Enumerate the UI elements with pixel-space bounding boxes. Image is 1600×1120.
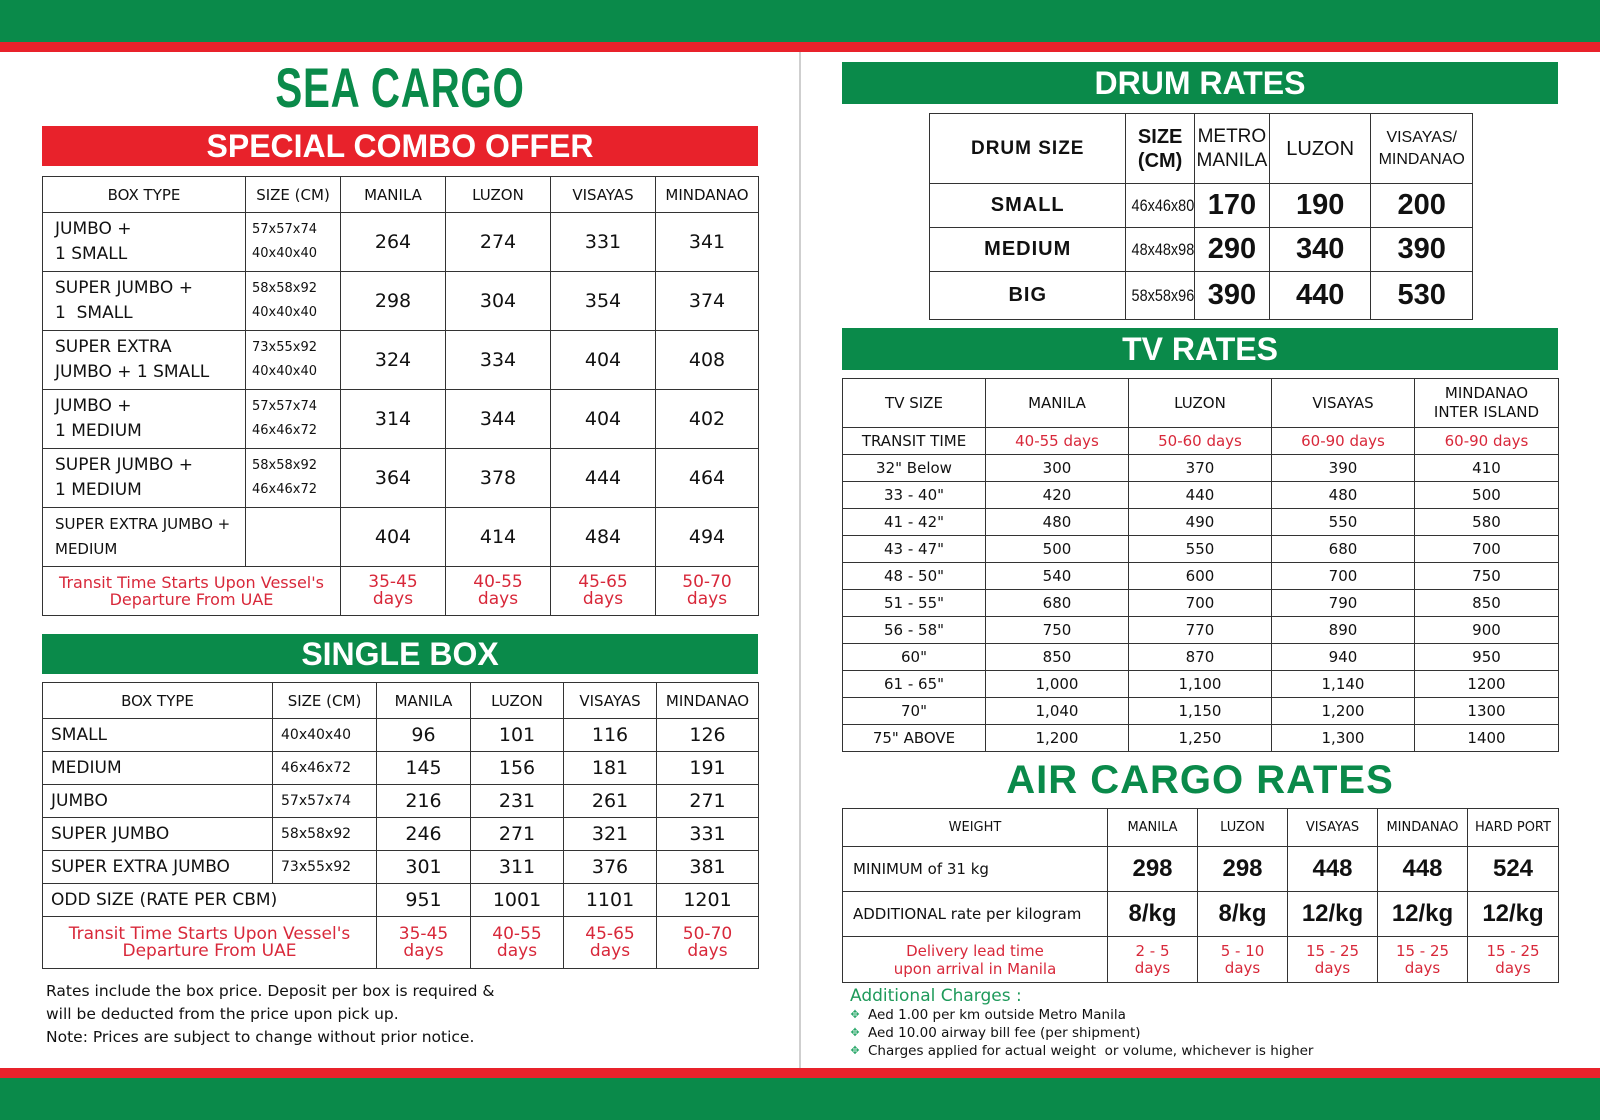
transit-luzon: 40-55 days [471,917,564,969]
diamond-bullet-icon: ✥ [850,1044,860,1057]
visayas-price: 404 [551,390,656,449]
col-visayas: VISAYAS [1272,379,1415,428]
col-manila: MANILA [377,683,471,719]
transit-time-row [43,567,759,616]
box-type-cell: JUMBO [43,785,273,818]
table-row [43,449,759,508]
additional-rate-row [843,892,1559,937]
transit-label: TRANSIT TIME [843,428,986,455]
size-cell [246,508,341,567]
mindanao-price: 464 [656,449,759,508]
visayas-price: 790 [1272,590,1415,617]
tv-header-row [843,379,1559,428]
luzon-price: 378 [446,449,551,508]
box-type-cell: SUPER JUMBO + 1 SMALL [43,272,246,331]
col-box-type: BOX TYPE [43,683,273,719]
transit-luzon: 40-55 days [446,567,551,616]
col-drum-size: DRUM SIZE [930,114,1126,184]
single-header-row [43,683,759,719]
list-item [850,1042,1550,1060]
lead-visayas: 15 - 25 days [1288,937,1378,983]
table-row [843,698,1559,725]
manila-price: 420 [986,482,1129,509]
visayas-price: 1,200 [1272,698,1415,725]
luzon-price: 1,250 [1129,725,1272,752]
manila-price: 680 [986,590,1129,617]
mindanao-price: 850 [1415,590,1559,617]
table-row [43,752,759,785]
col-hard-port: HARD PORT [1468,809,1559,847]
visayas-mindanao-price: 530 [1371,272,1473,320]
metro-manila-price: 290 [1194,228,1269,272]
col-weight: WEIGHT [843,809,1108,847]
col-manila: MANILA [1108,809,1198,847]
col-visayas-mindanao: VISAYAS/ MINDANAO [1371,114,1473,184]
transit-label: Transit Time Starts Upon Vessel's Departure From UAE [43,567,341,616]
box-type-cell: SMALL [43,719,273,752]
visayas-price: 261 [564,785,657,818]
table-row [43,213,759,272]
transit-mindanao: 60-90 days [1415,428,1559,455]
tv-size: 75" ABOVE [843,725,986,752]
tv-size: 61 - 65" [843,671,986,698]
table-row [843,482,1559,509]
mindanao-price: 408 [656,331,759,390]
note-line: Rates include the box price. Deposit per box is required & [46,982,495,1000]
manila-price: 96 [377,719,471,752]
page-divider [799,52,801,1068]
additional-charges [850,986,1550,1060]
manila-price: 301 [377,851,471,884]
luzon-price: 700 [1129,590,1272,617]
col-luzon: LUZON [1269,114,1371,184]
mindanao-price: 341 [656,213,759,272]
manila-price: 951 [377,884,471,917]
single-box-table [42,682,759,969]
visayas-price: 1101 [564,884,657,917]
manila-price: 300 [986,455,1129,482]
mindanao-price: 1200 [1415,671,1559,698]
table-row [843,644,1559,671]
bottom-red-band [0,1068,1600,1078]
tv-size: 33 - 40" [843,482,986,509]
tv-size: 43 - 47" [843,536,986,563]
mindanao-price: 950 [1415,644,1559,671]
list-item [850,1006,1550,1024]
mindanao-price: 410 [1415,455,1559,482]
table-row [43,331,759,390]
table-row [43,508,759,567]
diamond-bullet-icon: ✥ [850,1026,860,1039]
luzon-price: 600 [1129,563,1272,590]
table-row [43,390,759,449]
lead-time-row [843,937,1559,983]
size-cell: 40x40x40 [273,719,377,752]
box-type-cell: SUPER EXTRA JUMBO [43,851,273,884]
luzon-price: 1001 [471,884,564,917]
top-red-band [0,42,1600,52]
mindanao-price: 1400 [1415,725,1559,752]
lead-mindanao: 15 - 25 days [1378,937,1468,983]
visayas-mindanao-price: 200 [1371,184,1473,228]
col-size: SIZE (CM) [273,683,377,719]
visayas-price: 331 [551,213,656,272]
col-manila: MANILA [986,379,1129,428]
luzon-price: 370 [1129,455,1272,482]
size-cell: 57x57x74 40x40x40 [246,213,341,272]
lead-luzon: 5 - 10 days [1198,937,1288,983]
visayas-price: 448 [1288,847,1378,892]
table-row [43,818,759,851]
single-box-banner: SINGLE BOX [42,634,758,674]
table-row [843,725,1559,752]
luzon-price: 414 [446,508,551,567]
charge-text: Charges applied for actual weight or volume, whichever is higher [868,1043,1314,1059]
luzon-price: 770 [1129,617,1272,644]
manila-price: 145 [377,752,471,785]
table-row [843,590,1559,617]
transit-time-row [43,917,759,969]
size-cell: 57x57x74 46x46x72 [246,390,341,449]
visayas-mindanao-price: 390 [1371,228,1473,272]
metro-manila-price: 170 [1194,184,1269,228]
mindanao-price: 500 [1415,482,1559,509]
manila-price: 246 [377,818,471,851]
drum-size: 46x46x80 [1131,184,1189,228]
col-luzon: LUZON [446,177,551,213]
mindanao-price: 750 [1415,563,1559,590]
col-mindanao-inter-island: MINDANAO INTER ISLAND [1415,379,1559,428]
mindanao-price: 1201 [657,884,759,917]
box-type-cell: SUPER EXTRA JUMBO + MEDIUM [43,508,246,567]
mindanao-price: 374 [656,272,759,331]
transit-manila: 35-45 days [377,917,471,969]
visayas-price: 680 [1272,536,1415,563]
manila-price: 216 [377,785,471,818]
manila-price: 298 [1108,847,1198,892]
mindanao-price: 126 [657,719,759,752]
table-row [930,272,1473,320]
hard-port-price: 524 [1468,847,1559,892]
col-size: SIZE (CM) [246,177,341,213]
drum-size: 58x58x96 [1131,272,1189,320]
box-type-cell: SUPER EXTRA JUMBO + 1 SMALL [43,331,246,390]
sea-cargo-notes [46,980,766,1049]
note-line: Note: Prices are subject to change without prior notice. [46,1028,475,1046]
col-visayas: VISAYAS [564,683,657,719]
luzon-price: 340 [1269,228,1371,272]
size-cell: 58x58x92 46x46x72 [246,449,341,508]
col-mindanao: MINDANAO [1378,809,1468,847]
size-cell: 57x57x74 [273,785,377,818]
lead-hard-port: 15 - 25 days [1468,937,1559,983]
additional-charges-title: Additional Charges : [850,986,1022,1006]
luzon-price: 271 [471,818,564,851]
air-cargo-title: AIR CARGO RATES [1006,758,1394,802]
col-manila: MANILA [341,177,446,213]
size-cell: 58x58x92 40x40x40 [246,272,341,331]
visayas-price: 321 [564,818,657,851]
manila-price: 540 [986,563,1129,590]
box-type-cell: JUMBO + 1 MEDIUM [43,390,246,449]
combo-header-row [43,177,759,213]
table-row [843,671,1559,698]
visayas-price: 354 [551,272,656,331]
visayas-price: 181 [564,752,657,785]
col-luzon: LUZON [471,683,564,719]
mindanao-price: 271 [657,785,759,818]
luzon-price: 344 [446,390,551,449]
top-green-band [0,0,1600,42]
col-size: SIZE (CM) [1126,114,1194,184]
luzon-price: 274 [446,213,551,272]
mindanao-price: 448 [1378,847,1468,892]
transit-mindanao: 50-70 days [656,567,759,616]
table-row [843,617,1559,644]
table-row [843,563,1559,590]
luzon-price: 1,100 [1129,671,1272,698]
col-mindanao: MINDANAO [656,177,759,213]
luzon-price: 156 [471,752,564,785]
lead-time-label: Delivery lead time upon arrival in Manila [843,937,1108,983]
transit-visayas: 45-65 days [551,567,656,616]
hard-port-rate: 12/kg [1468,892,1559,937]
drum-name: BIG [930,272,1126,320]
box-type-cell: JUMBO + 1 SMALL [43,213,246,272]
luzon-price: 870 [1129,644,1272,671]
luzon-price: 231 [471,785,564,818]
size-cell: 73x55x92 [273,851,377,884]
odd-size-label: ODD SIZE (RATE PER CBM) [43,884,377,917]
visayas-price: 484 [551,508,656,567]
table-row [843,509,1559,536]
mindanao-price: 402 [656,390,759,449]
manila-price: 404 [341,508,446,567]
mindanao-price: 191 [657,752,759,785]
charge-text: Aed 10.00 airway bill fee (per shipment) [868,1025,1141,1041]
manila-price: 1,040 [986,698,1129,725]
tv-size: 32" Below [843,455,986,482]
transit-manila: 40-55 days [986,428,1129,455]
luzon-price: 101 [471,719,564,752]
visayas-price: 700 [1272,563,1415,590]
mindanao-rate: 12/kg [1378,892,1468,937]
luzon-price: 550 [1129,536,1272,563]
col-luzon: LUZON [1129,379,1272,428]
col-box-type: BOX TYPE [43,177,246,213]
manila-price: 750 [986,617,1129,644]
size-cell: 58x58x92 [273,818,377,851]
mindanao-price: 1300 [1415,698,1559,725]
list-item [850,1024,1550,1042]
metro-manila-price: 390 [1194,272,1269,320]
table-row [843,455,1559,482]
tv-size: 48 - 50" [843,563,986,590]
manila-price: 364 [341,449,446,508]
table-row [43,272,759,331]
luzon-price: 190 [1269,184,1371,228]
col-mindanao: MINDANAO [657,683,759,719]
minimum-label: MINIMUM of 31 kg [843,847,1108,892]
air-header-row [843,809,1559,847]
odd-size-row [43,884,759,917]
additional-label: ADDITIONAL rate per kilogram [843,892,1108,937]
manila-price: 298 [341,272,446,331]
mindanao-price: 580 [1415,509,1559,536]
manila-price: 314 [341,390,446,449]
table-row [43,851,759,884]
col-visayas: VISAYAS [551,177,656,213]
visayas-price: 480 [1272,482,1415,509]
visayas-price: 376 [564,851,657,884]
tv-size: 51 - 55" [843,590,986,617]
manila-price: 264 [341,213,446,272]
luzon-price: 298 [1198,847,1288,892]
luzon-price: 304 [446,272,551,331]
manila-price: 480 [986,509,1129,536]
col-visayas: VISAYAS [1288,809,1378,847]
drum-name: SMALL [930,184,1126,228]
size-cell: 73x55x92 40x40x40 [246,331,341,390]
drum-header-row [930,114,1473,184]
diamond-bullet-icon: ✥ [850,1008,860,1021]
table-row [843,536,1559,563]
visayas-price: 116 [564,719,657,752]
luzon-price: 334 [446,331,551,390]
manila-price: 850 [986,644,1129,671]
transit-luzon: 50-60 days [1129,428,1272,455]
manila-rate: 8/kg [1108,892,1198,937]
luzon-rate: 8/kg [1198,892,1288,937]
col-metro-manila: METRO MANILA [1194,114,1269,184]
sea-cargo-title: SEA CARGO [275,56,525,119]
visayas-price: 404 [551,331,656,390]
mindanao-price: 700 [1415,536,1559,563]
tv-size: 56 - 58" [843,617,986,644]
tv-rates-banner: TV RATES [842,328,1558,370]
col-luzon: LUZON [1198,809,1288,847]
drum-name: MEDIUM [930,228,1126,272]
transit-label: Transit Time Starts Upon Vessel's Departure From UAE [43,917,377,969]
transit-visayas: 45-65 days [564,917,657,969]
visayas-price: 940 [1272,644,1415,671]
mindanao-price: 900 [1415,617,1559,644]
manila-price: 500 [986,536,1129,563]
lead-manila: 2 - 5 days [1108,937,1198,983]
bottom-green-band [0,1078,1600,1120]
luzon-price: 440 [1129,482,1272,509]
drum-size: 48x48x98 [1131,228,1189,272]
luzon-price: 311 [471,851,564,884]
tv-size: 70" [843,698,986,725]
tv-size: 41 - 42" [843,509,986,536]
drum-rates-banner: DRUM RATES [842,62,1558,104]
transit-manila: 35-45 days [341,567,446,616]
box-type-cell: SUPER JUMBO [43,818,273,851]
air-cargo-table [842,808,1559,983]
table-row [43,719,759,752]
tv-size: 60" [843,644,986,671]
table-row [930,184,1473,228]
visayas-price: 390 [1272,455,1415,482]
charge-text: Aed 1.00 per km outside Metro Manila [868,1007,1126,1023]
box-type-cell: MEDIUM [43,752,273,785]
combo-offer-banner: SPECIAL COMBO OFFER [42,126,758,166]
mindanao-price: 494 [656,508,759,567]
visayas-rate: 12/kg [1288,892,1378,937]
box-type-cell: SUPER JUMBO + 1 MEDIUM [43,449,246,508]
mindanao-price: 381 [657,851,759,884]
visayas-price: 444 [551,449,656,508]
visayas-price: 890 [1272,617,1415,644]
table-row [930,228,1473,272]
visayas-price: 1,140 [1272,671,1415,698]
table-row [43,785,759,818]
manila-price: 1,000 [986,671,1129,698]
tv-rates-table [842,378,1559,752]
transit-visayas: 60-90 days [1272,428,1415,455]
transit-time-row [843,428,1559,455]
note-line: will be deducted from the price upon pick up. [46,1005,399,1023]
mindanao-price: 331 [657,818,759,851]
luzon-price: 1,150 [1129,698,1272,725]
manila-price: 1,200 [986,725,1129,752]
visayas-price: 550 [1272,509,1415,536]
luzon-price: 440 [1269,272,1371,320]
size-cell: 46x46x72 [273,752,377,785]
visayas-price: 1,300 [1272,725,1415,752]
combo-offer-table [42,176,759,616]
drum-rates-table [929,113,1473,320]
minimum-row [843,847,1559,892]
manila-price: 324 [341,331,446,390]
col-tv-size: TV SIZE [843,379,986,428]
luzon-price: 490 [1129,509,1272,536]
transit-mindanao: 50-70 days [657,917,759,969]
